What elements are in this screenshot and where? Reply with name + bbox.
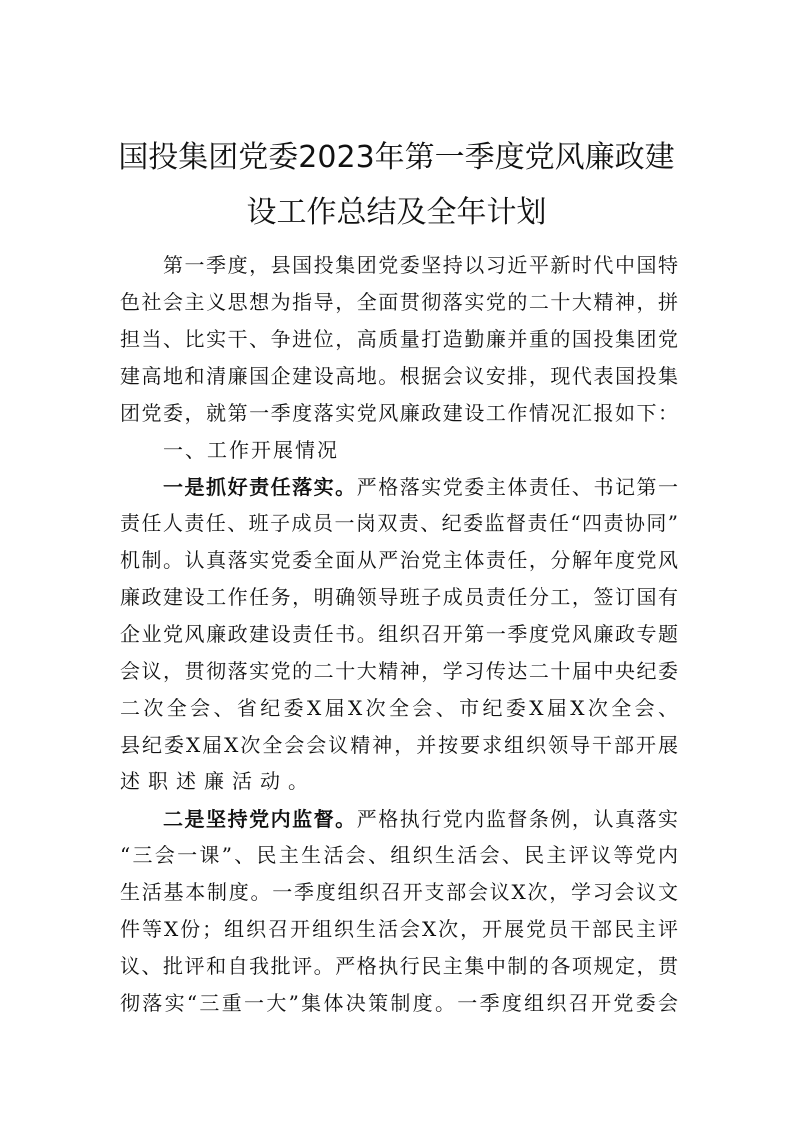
document-title-line-2: 设工作总结及全年计划 (246, 195, 547, 230)
text-span: 严格执行党内监督条例，认真落实 (356, 807, 679, 831)
text-line: 担当、比实干、争进位，高质量打造勤廉并重的国投集团党 (120, 327, 678, 351)
text-line: 色社会主义思想为指导，全面贯彻落实党的二十大精神，拼 (120, 290, 678, 314)
text-line (163, 473, 678, 501)
text-line: 县纪委X届X次全会会议精神，并按要求组织领导干部开展 (120, 733, 678, 757)
text-line: 件等X份；组织召开组织生活会X次，开展党员干部民主评 (120, 917, 678, 941)
text-span: 严格落实党委主体责任、书记第一 (356, 475, 679, 499)
text-line: “三会一课”、民主生活会、组织生活会、民主评议等党内 (120, 843, 678, 867)
text-line: 廉政建设工作任务，明确领导班子成员责任分工，签订国有 (120, 585, 678, 609)
paragraph-lead: 二是坚持党内监督。 (163, 807, 357, 831)
text-line: 企业党风廉政建设责任书。组织召开第一季度党风廉政专题 (120, 622, 678, 646)
text-line: 彻落实“三重一大”集体决策制度。一季度组织召开党委会 (120, 991, 678, 1015)
text-line: 第一季度，县国投集团党委坚持以习近平新时代中国特 (163, 253, 678, 277)
text-line (163, 805, 678, 833)
text-line: 生活基本制度。一季度组织召开支部会议X次，学习会议文 (120, 880, 678, 904)
text-line: 机制。认真落实党委全面从严治党主体责任，分解年度党风 (120, 548, 678, 572)
text-line: 建高地和清廉国企建设高地。根据会议安排，现代表国投集 (120, 364, 678, 388)
text-line: 团党委，就第一季度落实党风廉政建设工作情况汇报如下： (120, 401, 678, 425)
text-line: 述职述廉活动。 (120, 769, 316, 793)
section-heading: 一、工作开展情况 (163, 438, 339, 462)
text-line: 会议，贯彻落实党的二十大精神，学习传达二十届中央纪委 (120, 659, 678, 683)
document-title-line-1: 国投集团党委2023年第一季度党风廉政建 (118, 140, 675, 175)
text-line: 二次全会、省纪委X届X次全会、市纪委X届X次全会、 (120, 696, 678, 720)
text-line: 责任人责任、班子成员一岗双责、纪委监督责任“四责协同” (120, 511, 678, 535)
text-line: 议、批评和自我批评。严格执行民主集中制的各项规定，贯 (120, 954, 678, 978)
paragraph-lead: 一是抓好责任落实。 (163, 475, 357, 499)
